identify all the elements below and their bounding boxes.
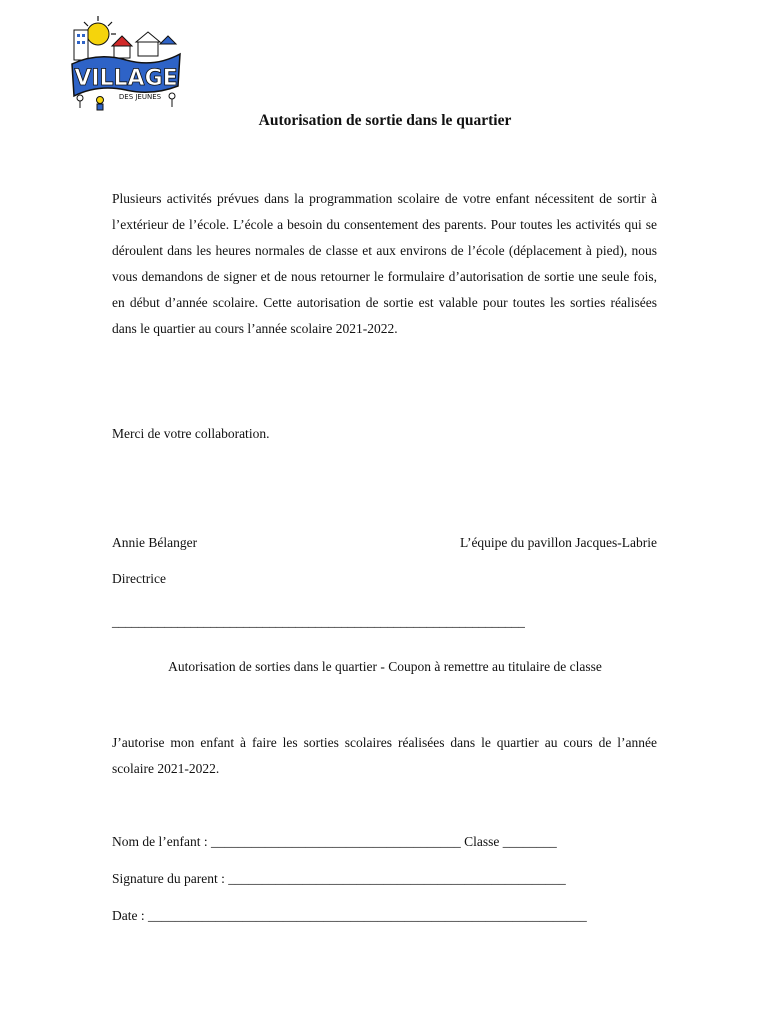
child-name-class-field[interactable]: Nom de l’enfant : _____________________________________ Classe ________ [112, 834, 557, 849]
logo-sub-text: DES JEUNES [118, 93, 162, 101]
document-title: Autorisation de sortie dans le quartier [258, 112, 512, 129]
signatory-team: L’équipe du pavillon Jacques-Labrie [459, 535, 657, 550]
cut-line-separator: _______________________________________________________________ [112, 614, 525, 629]
village-des-jeunes-logo [68, 12, 184, 112]
signatory-role: Directrice [112, 571, 166, 586]
coupon-title: Autorisation de sorties dans le quartier - Coupon à remettre au titulaire de classe [168, 659, 602, 674]
parent-signature-field[interactable]: Signature du parent : __________________________________________________ [112, 871, 566, 886]
consent-paragraph: J’autorise mon enfant à faire les sorties scolaires réalisées dans le quartier au cours de l’année scolaire 2021-2022. [112, 735, 657, 776]
logo-main-text: VILLAGE [74, 66, 178, 91]
village-logo-icon [68, 12, 184, 112]
signatory-name: Annie Bélanger [112, 535, 198, 550]
date-field[interactable]: Date : _________________________________________________________________ [112, 908, 587, 923]
intro-paragraph: Plusieurs activités prévues dans la programmation scolaire de votre enfant nécessitent de sortir à l’extérieur de l’école. L’école a besoin du consentement des parents. Pour toutes les activités qui se déroulent dans les heures normales de classe et aux environs de l’école (déplacement à pied), nous vous demandons de signer et de nous retourner le formulaire d’autorisation de sortie une seule fois, en début d’année scolaire. Cette autorisation de sortie est valable pour toutes les sorties réalisées dans le quartier au cours l’année scolaire 2021-2022. [112, 191, 657, 336]
thanks-text: Merci de votre collaboration. [112, 426, 270, 441]
